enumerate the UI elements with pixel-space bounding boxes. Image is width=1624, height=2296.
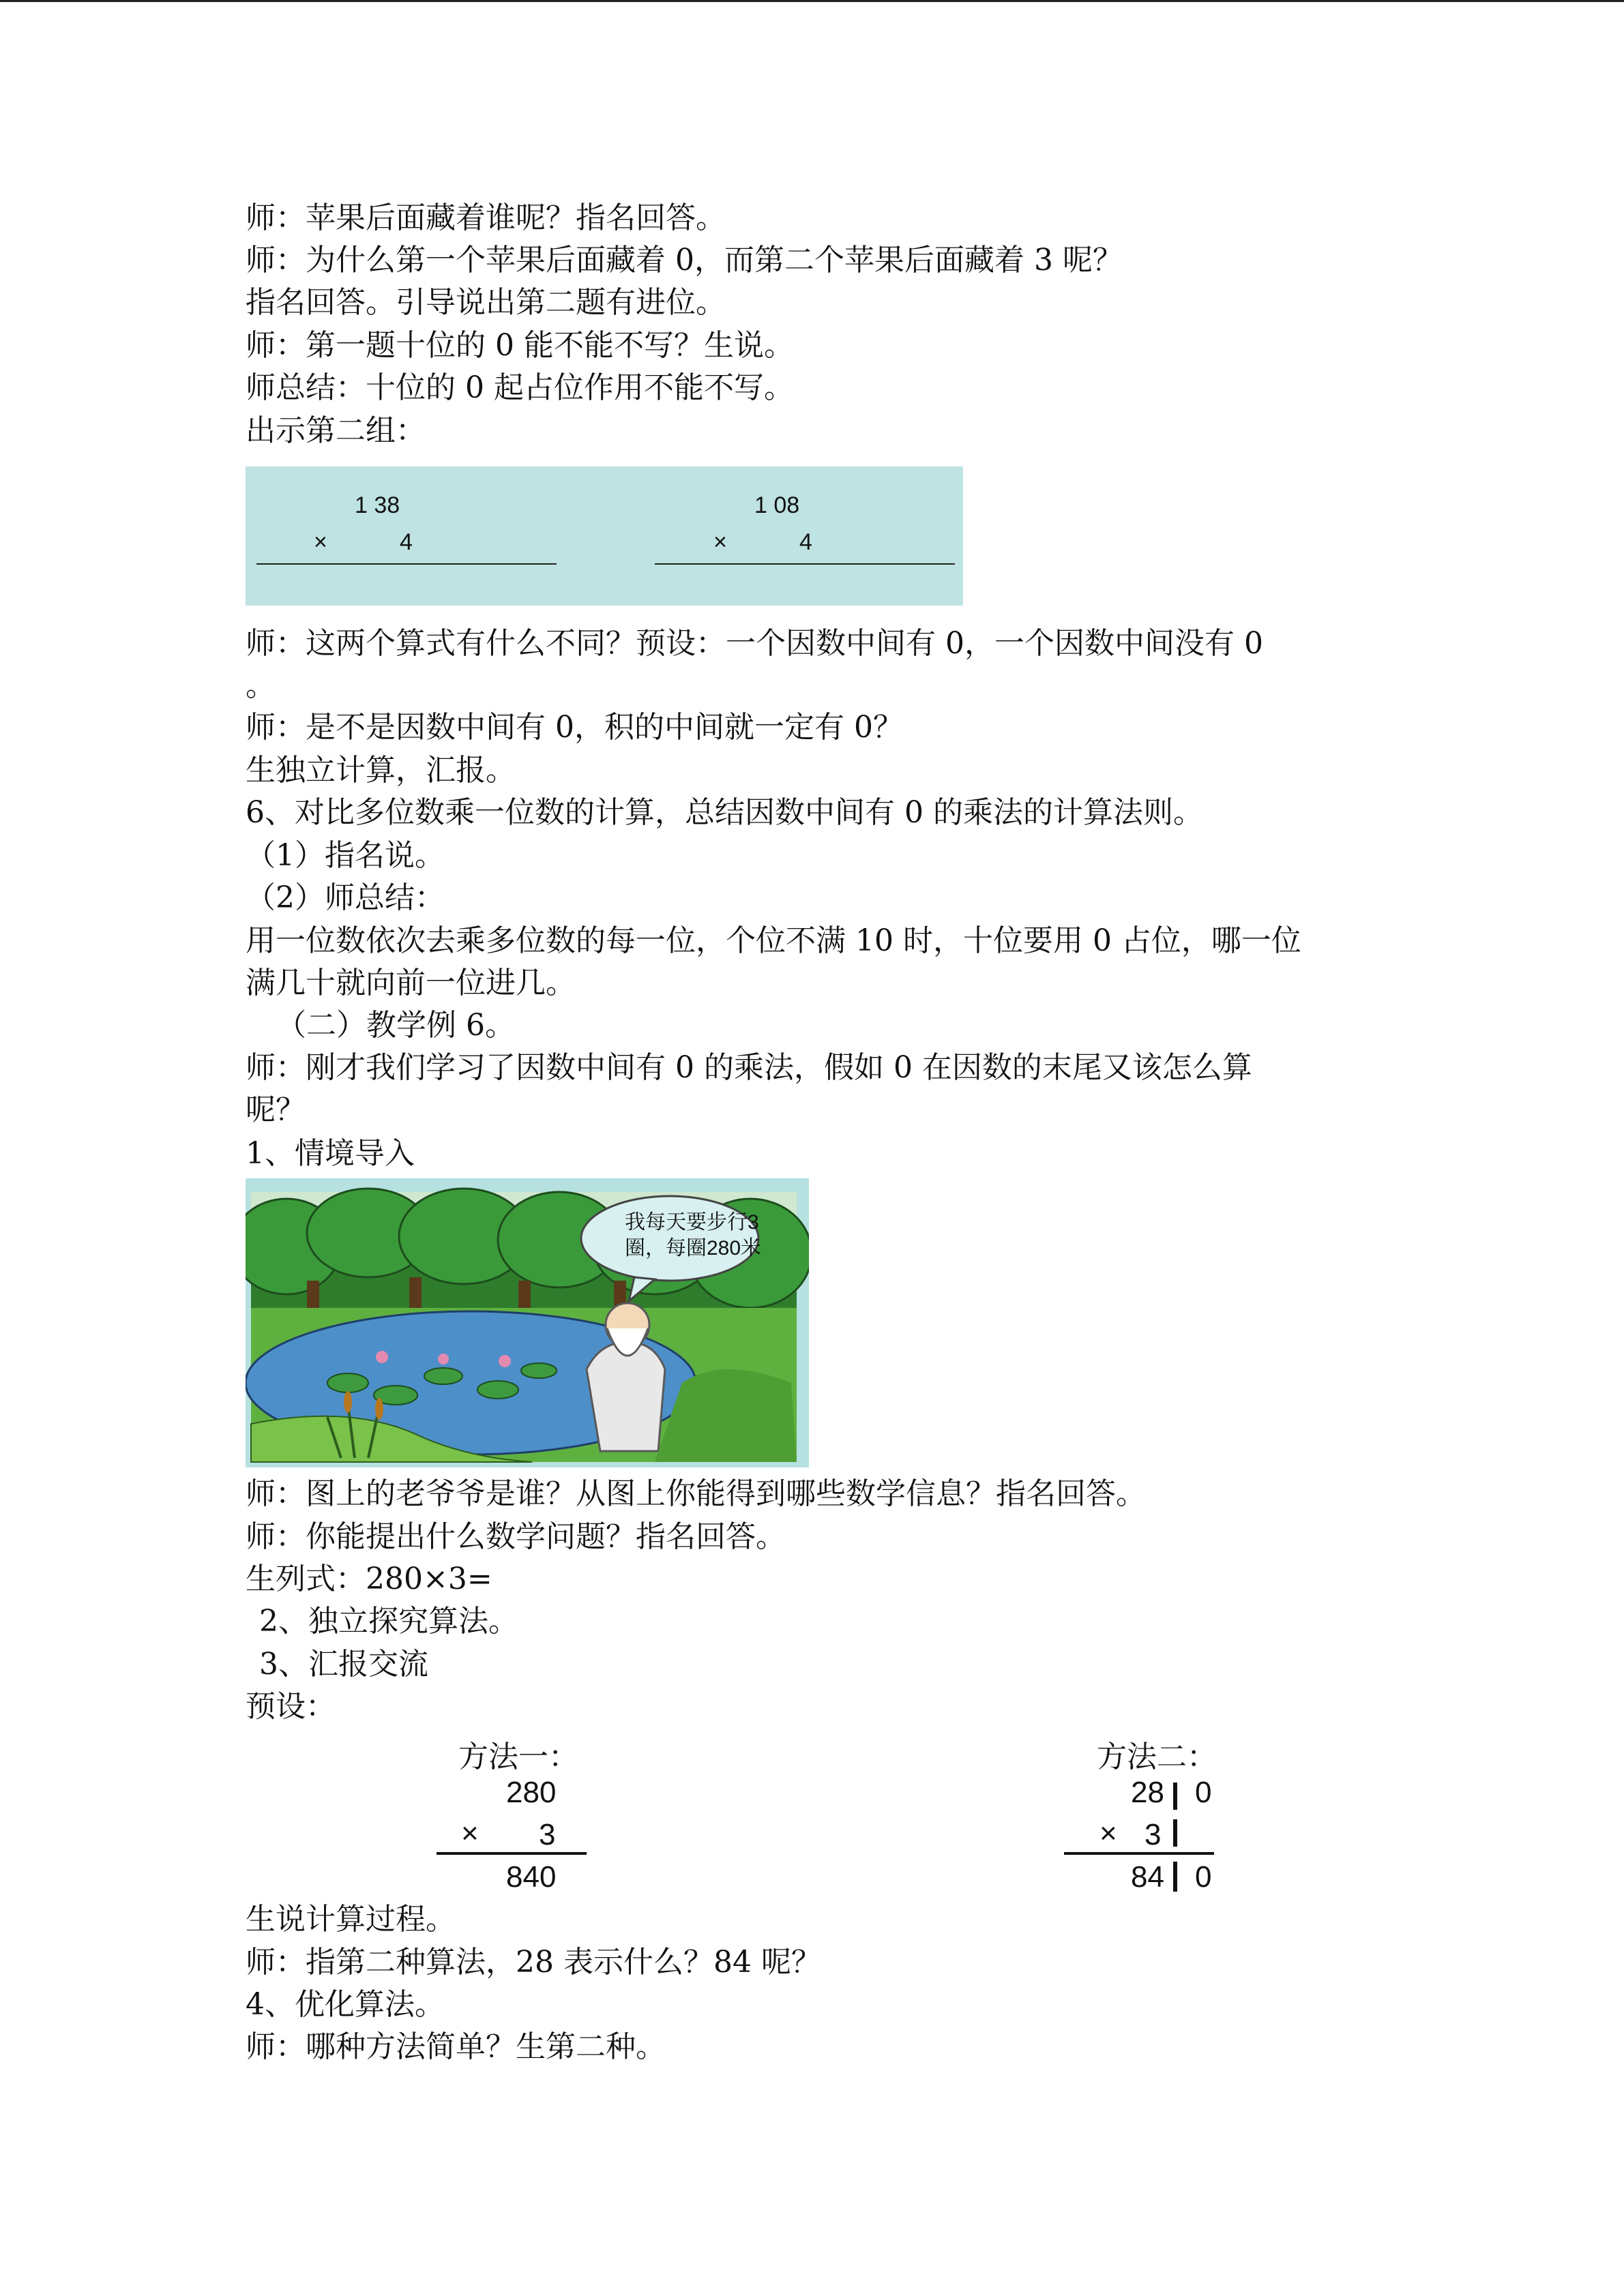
text-line: 师总结：十位的 0 起占位作用不能不写。 xyxy=(246,370,794,405)
scene-illustration xyxy=(246,1178,809,1467)
method2-divider-mid xyxy=(1173,1819,1177,1847)
method2-rule xyxy=(1064,1852,1214,1855)
text-line: 1、情境导入 xyxy=(246,1136,415,1171)
text-line: 用一位数依次去乘多位数的每一位，个位不满 10 时，十位要用 0 占位，哪一位 xyxy=(246,923,1301,958)
text-line: 师：这两个算式有什么不同？预设：一个因数中间有 0，一个因数中间没有 0 xyxy=(246,626,1263,661)
method2-result: 84 xyxy=(1131,1860,1164,1894)
method2-result-zero: 0 xyxy=(1195,1860,1212,1894)
text-line: 6、对比多位数乘一位数的计算，总结因数中间有 0 的乘法的计算法则。 xyxy=(246,795,1203,830)
times-sign: × xyxy=(314,529,327,555)
group2-left-multiplier: 4 xyxy=(400,529,413,555)
page-top-border xyxy=(0,0,1624,2)
method1-multiplier: 3 xyxy=(539,1818,556,1851)
text-line: （1）指名说。 xyxy=(246,838,445,873)
text-line: 满几十就向前一位进几。 xyxy=(246,966,576,1000)
text-line: 4、优化算法。 xyxy=(246,1987,445,2022)
method1-top-number: 280 xyxy=(506,1776,557,1809)
method1-result: 840 xyxy=(506,1860,557,1894)
text-line: 师：你能提出什么数学问题？指名回答。 xyxy=(246,1519,786,1554)
method2-divider-top xyxy=(1173,1783,1177,1810)
speech-bubble-line1: 我每天要步行3 xyxy=(625,1211,759,1234)
text-line: 出示第二组： xyxy=(246,413,426,448)
text-line: 。 xyxy=(246,668,276,703)
method2-top-number: 28 xyxy=(1131,1776,1164,1809)
text-line: 3、汇报交流 xyxy=(259,1647,428,1682)
text-line: 师：为什么第一个苹果后面藏着 0，而第二个苹果后面藏着 3 呢？ xyxy=(246,243,1123,278)
group2-right-rule xyxy=(655,563,955,565)
text-line: 预设： xyxy=(246,1689,336,1724)
times-sign: × xyxy=(713,529,727,555)
speech-bubble-line2: 圈，每圈280米 xyxy=(625,1237,762,1259)
text-line: 生独立计算，汇报。 xyxy=(246,753,516,788)
group2-left-rule xyxy=(256,563,557,565)
method2-divider-bottom xyxy=(1173,1862,1177,1892)
pond-scene-image xyxy=(246,1178,809,1467)
text-line: 师：是不是因数中间有 0，积的中间就一定有 0？ xyxy=(246,710,903,745)
text-line: 师：哪种方法简单？生第二种。 xyxy=(246,2029,666,2064)
method2-label: 方法二： xyxy=(1097,1740,1217,1774)
times-sign: × xyxy=(461,1817,479,1850)
text-line: 呢？ xyxy=(246,1092,306,1127)
text-line: 2、独立探究算法。 xyxy=(259,1604,518,1639)
text-line: 师：刚才我们学习了因数中间有 0 的乘法，假如 0 在因数的末尾又该怎么算 xyxy=(246,1050,1252,1085)
text-line: 指名回答。引导说出第二题有进位。 xyxy=(246,285,726,320)
text-line: 生说计算过程。 xyxy=(246,1902,456,1937)
method2-multiplier: 3 xyxy=(1145,1818,1162,1851)
text-line: （2）师总结： xyxy=(246,880,445,915)
text-line: 师：第一题十位的 0 能不能不写？生说。 xyxy=(246,328,794,363)
group2-right-top: 1 08 xyxy=(754,492,800,518)
group2-figure xyxy=(246,466,963,606)
group2-right-multiplier: 4 xyxy=(799,529,812,555)
times-sign: × xyxy=(1099,1817,1117,1850)
text-line: 师：图上的老爷爷是谁？从图上你能得到哪些数学信息？指名回答。 xyxy=(246,1476,1146,1511)
method2-top-zero: 0 xyxy=(1195,1776,1212,1809)
text-line: （二）教学例 6。 xyxy=(276,1008,515,1043)
text-line: 生列式：280×3= xyxy=(246,1562,492,1596)
method1-rule xyxy=(437,1852,587,1855)
method1-label: 方法一： xyxy=(458,1740,578,1774)
text-line: 师：指第二种算法，28 表示什么？84 呢？ xyxy=(246,1945,821,1980)
text-line: 师：苹果后面藏着谁呢？指名回答。 xyxy=(246,200,726,235)
group2-left-top: 1 38 xyxy=(355,492,400,518)
